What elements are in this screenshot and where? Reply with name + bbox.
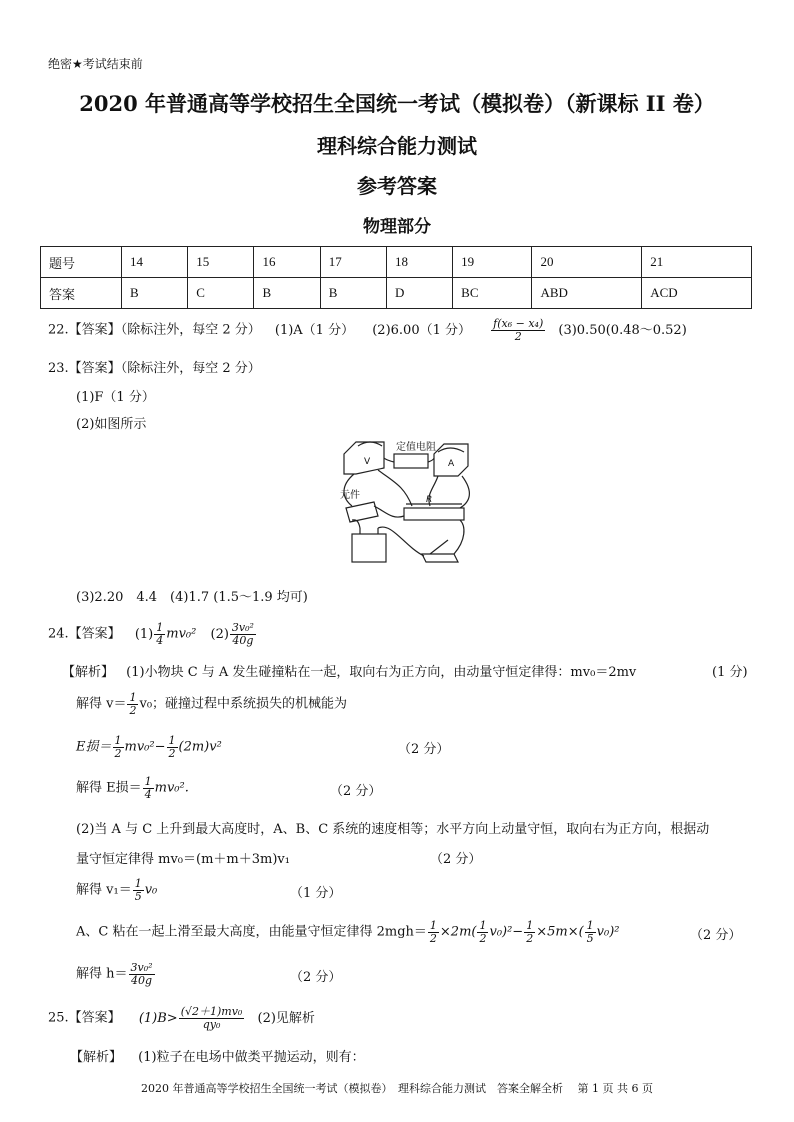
q24-step7-pre: 解得 v₁＝	[76, 882, 132, 898]
frac-den: 4	[144, 787, 152, 801]
q24-step9	[76, 962, 156, 986]
q24-a1-den: 4	[156, 633, 164, 647]
q24-step6-score: （2 分）	[430, 852, 482, 867]
q24-a1-frac	[154, 622, 165, 646]
fig-label-a: A	[448, 459, 455, 469]
q24-step8-post: v₀)²	[596, 924, 620, 940]
q25-a1-pre: (1)B>	[138, 1010, 178, 1026]
q22-part3: (3)0.50(0.48～0.52)	[558, 322, 687, 338]
fig-label-element: 元件	[340, 490, 360, 501]
q25-a1-num: (√2＋1)mv₀	[180, 1005, 243, 1018]
q24-a2-frac	[230, 622, 256, 646]
q23-part3: (3)2.20 4.4 (4)1.7 (1.5～1.9 均可)	[76, 590, 308, 605]
q24-step2-post: v₀；碰撞过程中系统损失的机械能为	[139, 696, 348, 712]
answer-cell: B	[320, 278, 386, 309]
q22-fraction	[491, 318, 545, 342]
q24-step3-pre: E损＝	[76, 739, 112, 755]
confidential-mark: 绝密★考试结束前	[48, 57, 143, 71]
q23-part1: (1)F（1 分）	[76, 390, 155, 405]
frac-num: 1	[144, 775, 152, 788]
answer-cell: D	[386, 278, 452, 309]
frac-num: 3v₀²	[130, 961, 153, 974]
q24-step4-post: mv₀².	[154, 780, 189, 796]
frac-den: 2	[129, 703, 137, 717]
page-footer: 2020 年普通高等学校招生全国统一考试（模拟卷） 理科综合能力测试 答案全解全析 第 1 页 共 6 页	[141, 1082, 653, 1095]
question-cell: 15	[188, 247, 254, 278]
circuit-figure	[334, 436, 474, 568]
switch-shape	[422, 554, 458, 562]
frac-den: 2	[114, 746, 122, 760]
question-cell: 20	[532, 247, 642, 278]
question-row-label: 题号	[41, 247, 122, 278]
q23-answer-line	[48, 357, 261, 376]
q24-step4-pre: 解得 E损＝	[76, 780, 142, 796]
frac-num: 1	[479, 919, 487, 932]
question-cell: 14	[122, 247, 188, 278]
answer-cell: ABD	[532, 278, 642, 309]
q24-step9-pre: 解得 h＝	[76, 966, 128, 982]
q23-part2: (2)如图所示	[76, 417, 147, 432]
q24-a2-den: 40g	[232, 633, 254, 647]
q23-head: 23.【答案】	[48, 361, 121, 376]
q22-answer-line	[48, 318, 687, 342]
q24-step7-score: （1 分）	[290, 886, 342, 901]
q24-step9-score: （2 分）	[290, 970, 342, 985]
q24-analysis-label: 【解析】	[62, 665, 115, 680]
answer-cell: B	[254, 278, 320, 309]
frac	[167, 735, 178, 759]
frac-den: 5	[586, 931, 594, 945]
q24-step7	[76, 878, 157, 902]
frac-num: 1	[168, 734, 176, 747]
answer-cell: BC	[453, 278, 532, 309]
q25-analysis-label: 【解析】	[70, 1050, 123, 1065]
q24-step1-score: (1 分)	[712, 665, 748, 680]
q25-step1	[70, 1046, 365, 1065]
fig-label-resistor: 定值电阻	[396, 442, 436, 453]
frac-num: 1	[129, 691, 137, 704]
frac-den: 2	[168, 746, 176, 760]
q24-step1	[62, 661, 636, 680]
frac-den: 40g	[131, 973, 153, 987]
frac-den: 5	[134, 889, 142, 903]
frac-num: 1	[526, 919, 534, 932]
q22-frac-den: 2	[514, 329, 522, 343]
fig-label-r: R	[426, 495, 433, 505]
exam-title: 2020 年普通高等学校招生全国统一考试（模拟卷）（新课标 II 卷）	[79, 91, 715, 116]
q25-head: 25.【答案】	[48, 1010, 121, 1026]
q24-step4-score: （2 分）	[330, 784, 382, 799]
q24-head: 24.【答案】	[48, 626, 121, 642]
q24-a1-num: 1	[156, 621, 164, 634]
frac	[113, 735, 124, 759]
q24-a1-post: mv₀²	[166, 626, 197, 642]
doc-type-title: 参考答案	[357, 174, 437, 198]
q24-step2-frac	[127, 692, 138, 716]
frac	[129, 962, 155, 986]
q24-step5: (2)当 A 与 C 上升到最大高度时，A、B、C 系统的速度相等；水平方向上动量守恒，取向右为正方向，根据动	[76, 822, 710, 837]
q24-step8-mid: v₀)²−	[489, 924, 524, 940]
question-cell: 19	[453, 247, 532, 278]
question-cell: 17	[320, 247, 386, 278]
section-title: 物理部分	[363, 217, 431, 237]
frac	[585, 920, 596, 944]
q22-head: 22.【答案】	[48, 322, 121, 338]
frac	[143, 776, 154, 800]
resistor-shape	[394, 454, 428, 468]
answer-row-label: 答案	[41, 278, 122, 309]
q24-step1-text: (1)小物块 C 与 A 发生碰撞粘在一起，取向右为正方向，由动量守恒定律得：mv₀＝2mv	[126, 665, 637, 680]
q25-a1-frac	[179, 1006, 245, 1030]
frac-den: 2	[429, 931, 437, 945]
frac	[133, 878, 144, 902]
answer-cell: ACD	[642, 278, 752, 309]
battery-shape	[352, 534, 386, 562]
frac-num: 1	[114, 734, 122, 747]
subject-title: 理科综合能力测试	[317, 134, 477, 158]
rheostat-shape	[404, 508, 464, 520]
frac-num: 1	[586, 919, 594, 932]
frac-den: 2	[479, 931, 487, 945]
q24-step4	[76, 776, 189, 800]
q24-step8-score: （2 分）	[690, 928, 742, 943]
answer-row	[41, 278, 752, 309]
question-number-row	[41, 247, 752, 278]
q22-note: （除标注外，每空 2 分）	[120, 322, 261, 338]
frac-num: 1	[429, 919, 437, 932]
frac	[428, 920, 439, 944]
q24-step7-post: v₀	[144, 882, 158, 898]
q24-a2-pre: (2)	[210, 626, 229, 642]
q23-note: （除标注外，每空 2 分）	[120, 361, 261, 376]
q24-answer-line	[48, 622, 257, 646]
frac-den: 2	[526, 931, 534, 945]
q24-step8-mid: ×5m×(	[536, 924, 584, 940]
frac	[477, 920, 488, 944]
q22-part2: (2)6.00（1 分）	[372, 322, 471, 338]
q24-a1-pre: (1)	[134, 626, 154, 642]
q24-step2	[76, 692, 347, 716]
question-cell: 18	[386, 247, 452, 278]
fig-label-v: V	[364, 457, 371, 467]
q24-a2-num: 3v₀²	[231, 621, 254, 634]
q25-step1-text: (1)粒子在电场中做类平抛运动，则有：	[138, 1050, 365, 1065]
q24-step3	[76, 735, 222, 759]
q24-step3-score: （2 分）	[398, 742, 450, 757]
question-cell: 21	[642, 247, 752, 278]
q22-part1: (1)A（1 分）	[274, 322, 355, 338]
question-cell: 16	[254, 247, 320, 278]
answer-cell: B	[122, 278, 188, 309]
q24-step6: 量守恒定律得 mv₀＝(m＋m＋3m)v₁	[76, 852, 290, 867]
q24-step3-mid: mv₀²−	[124, 739, 166, 755]
answer-table	[40, 246, 752, 309]
q24-step8-mid: ×2m(	[439, 924, 477, 940]
q24-step8-pre: A、C 粘在一起上滑至最大高度，由能量守恒定律得 2mgh＝	[76, 924, 427, 940]
q25-a1-den: qy₀	[202, 1017, 221, 1031]
frac	[524, 920, 535, 944]
q24-step2-pre: 解得 v＝	[76, 696, 127, 712]
q24-step3-post: (2m)v²	[178, 739, 222, 755]
q25-answer-line	[48, 1006, 315, 1030]
frac-num: 1	[134, 877, 142, 890]
q22-frac-num: f(x₆ − x₄)	[493, 317, 544, 330]
answer-cell: C	[188, 278, 254, 309]
q24-step8	[76, 920, 620, 944]
q25-a2: (2)见解析	[257, 1010, 315, 1026]
